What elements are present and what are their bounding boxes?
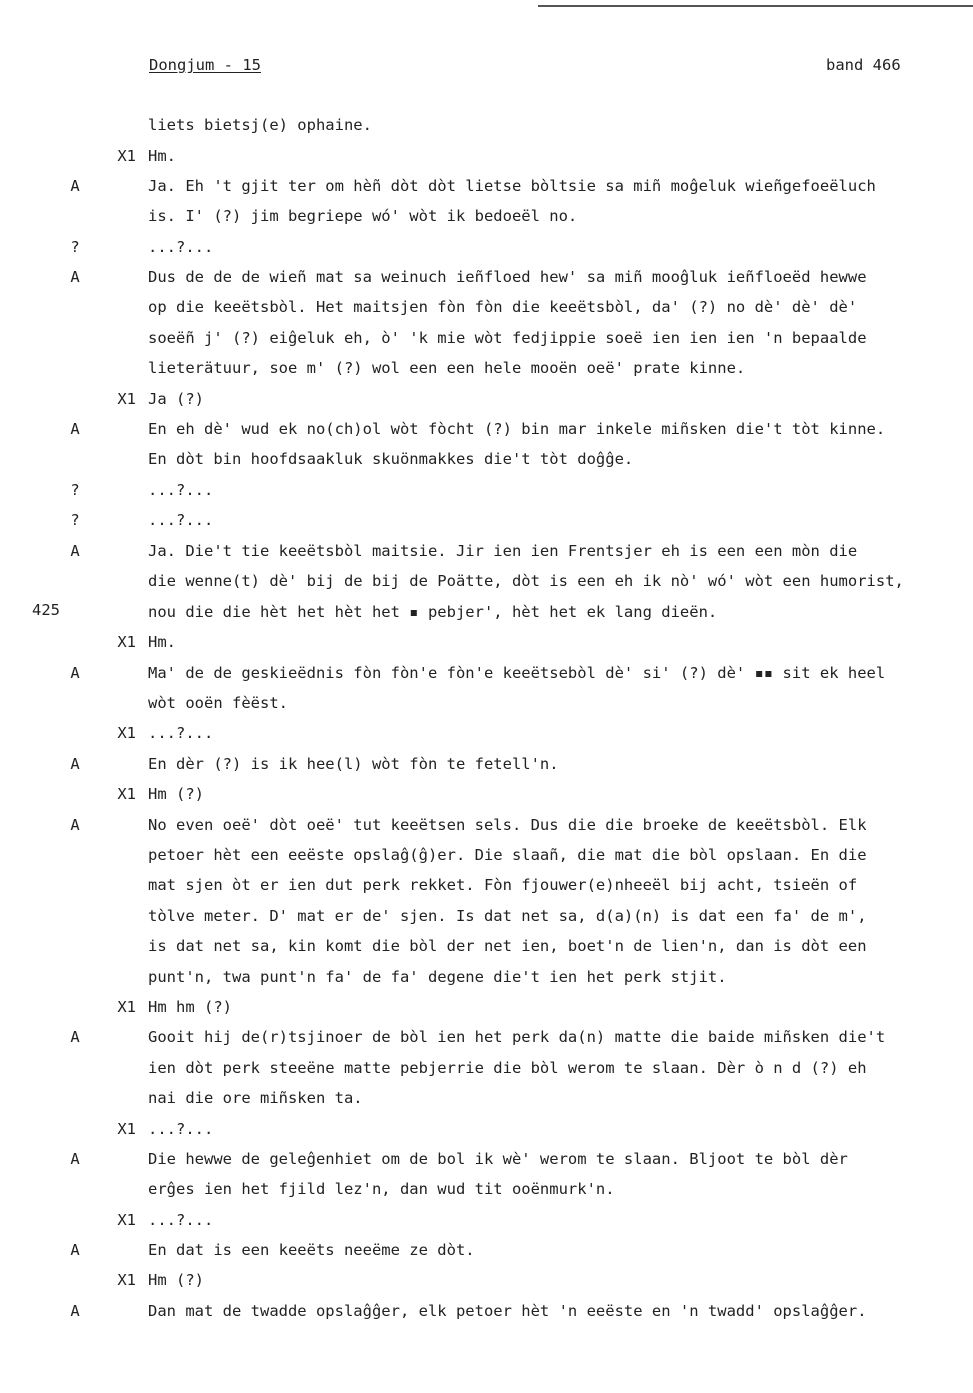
- line-text: Dus de de de wieñ mat sa weinuch ieñfloed hew' sa miñ mooĝluk ieñfloeëd hewwe: [148, 268, 867, 286]
- line-text: Dan mat de twadde opslaĝĝer, elk petoer hèt 'n eeëste en 'n twadd' opslaĝĝer.: [148, 1302, 867, 1320]
- page-title: Dongjum - 15: [149, 56, 261, 74]
- line-text: op die keeëtsbòl. Het maitsjen fòn fòn die keeëtsbòl, da' (?) no dè' dè' dè': [148, 298, 858, 316]
- line-text: ...?...: [148, 481, 214, 499]
- speaker-label: A: [70, 177, 80, 195]
- line-text: wòt ooën fèëst.: [148, 694, 288, 712]
- speaker-label: X1: [117, 633, 136, 651]
- speaker-label: A: [70, 816, 80, 834]
- line-text: petoer hèt een eeëste opslaĝ(ĝ)er. Die slaañ, die mat die bòl opslaan. En die: [148, 846, 867, 864]
- line-text: Ja (?): [148, 390, 204, 408]
- speaker-label: A: [70, 420, 80, 438]
- speaker-label: A: [70, 1302, 80, 1320]
- speaker-label: A: [70, 1028, 80, 1046]
- line-text: En dòt bin hoofdsaakluk skuönmakkes die't tòt doĝĝe.: [148, 450, 634, 468]
- speaker-label: ?: [70, 238, 80, 256]
- line-text: Ma' de de geskieëdnis fòn fòn'e fòn'e keeëtsebòl dè' si' (?) dè' ▪▪ sit ek heel: [148, 664, 886, 682]
- speaker-label: X1: [117, 1271, 136, 1289]
- line-text: ien dòt perk steeëne matte pebjerrie die bòl werom te slaan. Dèr ò n d (?) eh: [148, 1059, 867, 1077]
- speaker-label: A: [70, 1150, 80, 1168]
- speaker-label: X1: [117, 1120, 136, 1138]
- line-text: Hm.: [148, 633, 176, 651]
- line-text: ...?...: [148, 1211, 214, 1229]
- speaker-label: X1: [117, 147, 136, 165]
- band-label: band 466: [826, 56, 901, 74]
- line-text: lieterätuur, soe m' (?) wol een een hele mooën oeë' prate kinne.: [148, 359, 746, 377]
- line-text: Ja. Eh 't gjit ter om hèñ dòt dòt lietse bòltsie sa miñ moĝeluk wieñgefoeëluch: [148, 177, 876, 195]
- line-text: liets bietsj(e) ophaine.: [148, 116, 372, 134]
- line-text: ...?...: [148, 1120, 214, 1138]
- speaker-label: A: [70, 1241, 80, 1259]
- line-text: ...?...: [148, 511, 214, 529]
- speaker-label: ?: [70, 481, 80, 499]
- line-text: punt'n, twa punt'n fa' de fa' degene die't ien het perk stjit.: [148, 968, 727, 986]
- line-text: Gooit hij de(r)tsjinoer de bòl ien het perk da(n) matte die baide miñsken die't: [148, 1028, 886, 1046]
- speaker-label: X1: [117, 1211, 136, 1229]
- line-text: ...?...: [148, 238, 214, 256]
- line-text: Hm.: [148, 147, 176, 165]
- line-text: is. I' (?) jim begriepe wó' wòt ik bedoeël no.: [148, 207, 578, 225]
- line-text: En dèr (?) is ik hee(l) wòt fòn te fetell'n.: [148, 755, 559, 773]
- line-text: Ja. Die't tie keeëtsbòl maitsie. Jir ien ien Frentsjer eh is een een mòn die: [148, 542, 858, 560]
- line-text: soeëñ j' (?) eiĝeluk eh, ò' 'k mie wòt fedjippie soeë ien ien ien 'n bepaalde: [148, 329, 867, 347]
- speaker-label: A: [70, 542, 80, 560]
- speaker-label: X1: [117, 785, 136, 803]
- speaker-label: A: [70, 268, 80, 286]
- line-text: is dat net sa, kin komt die bòl der net ien, boet'n de lien'n, dan is dòt een: [148, 937, 867, 955]
- speaker-label: ?: [70, 511, 80, 529]
- line-text: En eh dè' wud ek no(ch)ol wòt fòcht (?) bin mar inkele miñsken die't tòt kinne.: [148, 420, 886, 438]
- line-text: nai die ore miñsken ta.: [148, 1089, 363, 1107]
- top-rule: [538, 5, 973, 7]
- line-text: erĝes ien het fjild lez'n, dan wud tit ooënmurk'n.: [148, 1180, 615, 1198]
- line-text: En dat is een keeëts neeëme ze dòt.: [148, 1241, 475, 1259]
- line-text: Hm hm (?): [148, 998, 232, 1016]
- line-text: ...?...: [148, 724, 214, 742]
- line-text: die wenne(t) dè' bij de bij de Poätte, dòt is een eh ik nò' wó' wòt een humorist,: [148, 572, 904, 590]
- speaker-label: X1: [117, 390, 136, 408]
- speaker-label: A: [70, 755, 80, 773]
- line-text: tòlve meter. D' mat er de' sjen. Is dat net sa, d(a)(n) is dat een fa' de m',: [148, 907, 867, 925]
- line-text: nou die die hèt het hèt het ▪ pebjer', hèt het ek lang dieën.: [148, 603, 718, 621]
- line-text: Hm (?): [148, 785, 204, 803]
- speaker-label: A: [70, 664, 80, 682]
- line-text: Die hewwe de geleĝenhiet om de bol ik wè' werom te slaan. Bljoot te bòl dèr: [148, 1150, 848, 1168]
- line-text: Hm (?): [148, 1271, 204, 1289]
- speaker-label: X1: [117, 998, 136, 1016]
- speaker-label: X1: [117, 724, 136, 742]
- line-text: No even oeë' dòt oeë' tut keeëtsen sels. Dus die die broeke de keeëtsbòl. Elk: [148, 816, 867, 834]
- margin-number: 425: [32, 601, 60, 619]
- line-text: mat sjen òt er ien dut perk rekket. Fòn fjouwer(e)nheeël bij acht, tsieën of: [148, 876, 858, 894]
